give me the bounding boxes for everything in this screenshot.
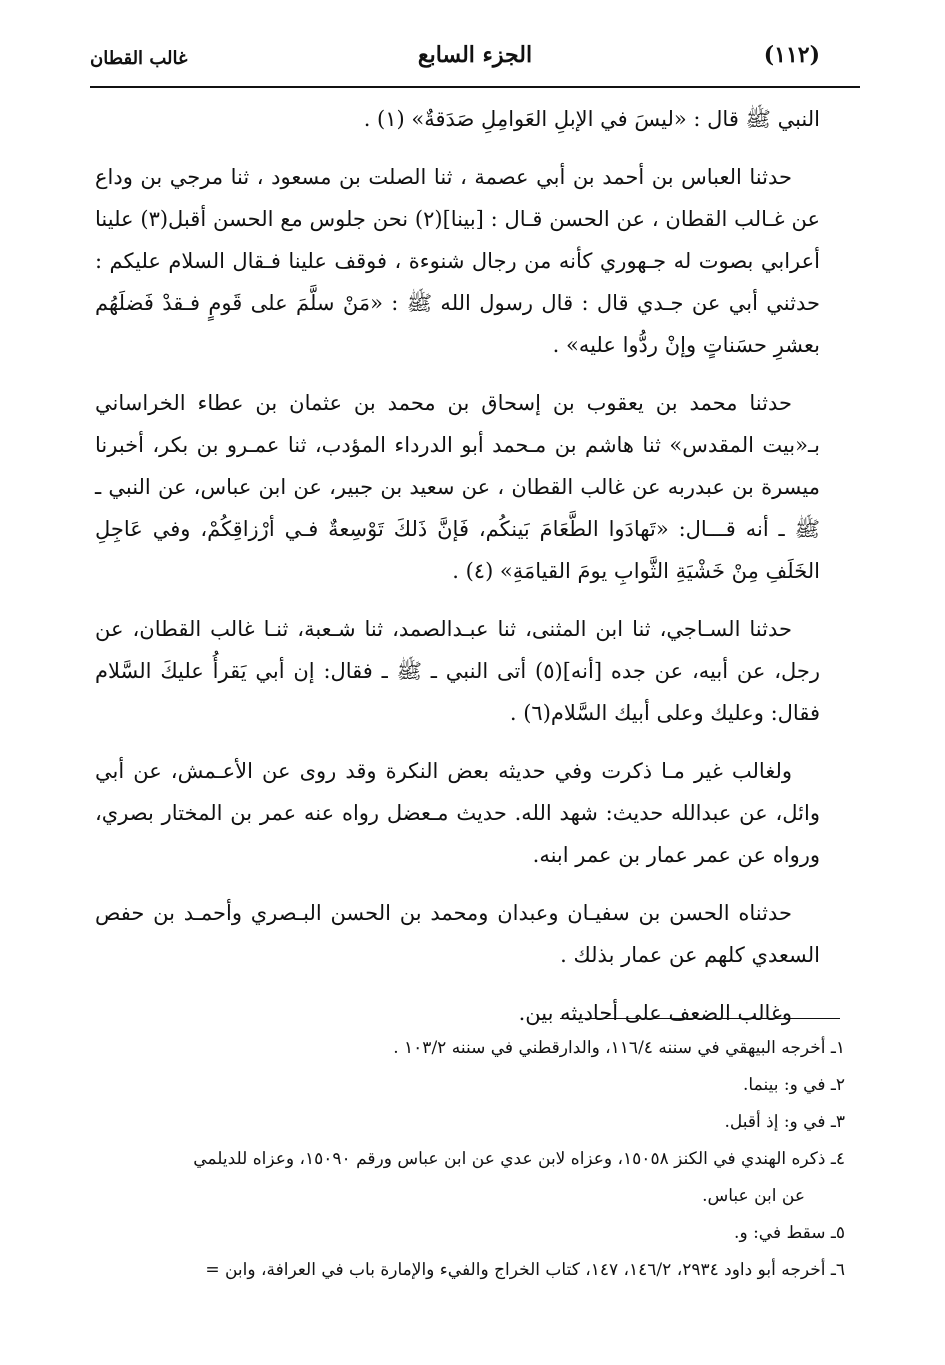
paragraph: النبي ﷺ قال : «ليسَ في الإبلِ العَوامِلِ صَدَقةٌ» (١) . [363, 107, 820, 131]
footnote: ٣ـ في و: إذ أقبل. [724, 1112, 845, 1132]
footnote: ٥ـ سقط في: و. [734, 1223, 845, 1243]
page-number: (١١٢) [763, 42, 820, 68]
footnote-separator [560, 1018, 840, 1019]
footnote: ٦ـ أخرجه أبو داود ٢٩٣٤، ١٤٦/٢، ١٤٧، كتاب الخراج والفيء والإمارة باب في العرافة، وابن = [205, 1260, 845, 1280]
header-rule [90, 86, 860, 88]
footnote-continuation: عن ابن عباس. [702, 1186, 805, 1206]
footnote: ٢ـ في و: بينما. [743, 1075, 845, 1095]
paragraph: حدثناه الحسن بن سفيـان وعبدان ومحمد بن الحسن البـصري وأحمـد بن حفص السعدي كلهم عن عمار بذلك . [95, 901, 820, 967]
paragraph: حدثنا العباس بن أحمد بن أبي عصمة ، ثنا الصلت بن مسعود ، ثنا مرجي بن وداع عن غـالب القطان ، عن الحسن قـال : [بينا](٢) نحن جلوس مع الحسن أقبل(٣) علينا أعرابي بصوت له جـهوري كأنه من رجال شنوءة ، فوقف علينا فـقال السلام عليكم : حدثني أبي عن جـدي قال : قال رسول الله ﷺ : «مَنْ سلَّمَ على قَومٍ فـقدْ فَضلَهُم بعشرِ حسَناتٍ وإنْ ردُّوا عليه» . [95, 165, 820, 357]
footnote: ٤ـ ذكره الهندي في الكنز ١٥٠٥٨، وعزاه لابن عدي عن ابن عباس ورقم ١٥٠٩٠، وعزاه للديلمي [193, 1149, 845, 1169]
footnote: ١ـ أخرجه البيهقي في سننه ١١٦/٤، والدارقطني في سننه ١٠٣/٢ . [393, 1038, 845, 1058]
paragraph: ولغالب غير مـا ذكرت وفي حديثه بعض النكرة وقد روى عن الأعـمش، عن أبي وائل، عن عبدالله حديث: شهد الله. حديث مـعضل رواه عنه عمر بن المختار بصري، ورواه عن عمر عمار بن عمر ابنه. [95, 759, 820, 867]
author-name: غالب القطان [90, 48, 188, 69]
volume-title: الجزء السابع [417, 42, 533, 68]
footnotes [90, 1030, 845, 1289]
paragraph: حدثنا السـاجي، ثنا ابن المثنى، ثنا عبـدالصمد، ثنا شـعبة، ثنـا غالب القطان، عن رجل، عن أبيه، عن جده [أنه](٥) أتى النبي ـ ﷺ ـ فقال: إن أبي يَقرأُ عليكَ السَّلام فقال: وعليك وعلى أبيك السَّلام(٦) . [95, 617, 821, 725]
running-header [90, 38, 860, 86]
paragraph: وغالب الضعف على أحاديثه بين. [518, 1001, 792, 1025]
main-text [95, 98, 820, 1050]
paragraph: حدثنا محمد بن يعقوب بن إسحاق بن محمد بن عثمان بن عطاء الخراساني بـ«بيت المقدس» ثنا هاشم بن مـحمد أبو الدرداء المؤدب، ثنا عمـرو بن بكر، أخبرنا ميسرة بن عبدربه عن غالب القطان ، عن سعيد بن جبير، عن ابن عباس، عن النبي ـ ﷺ ـ أنه قـــال: «تَهادَوا الطَّعَامَ بَينكُم، فَإنَّ ذَلكَ تَوْسِعةٌ فـي أرْزاقِكُمْ، وفي عَاجِلِ الخَلَفِ مِنْ خَشْيَةِ الثَّوابِ يومَ القيامَةِ» (٤) . [95, 391, 820, 583]
